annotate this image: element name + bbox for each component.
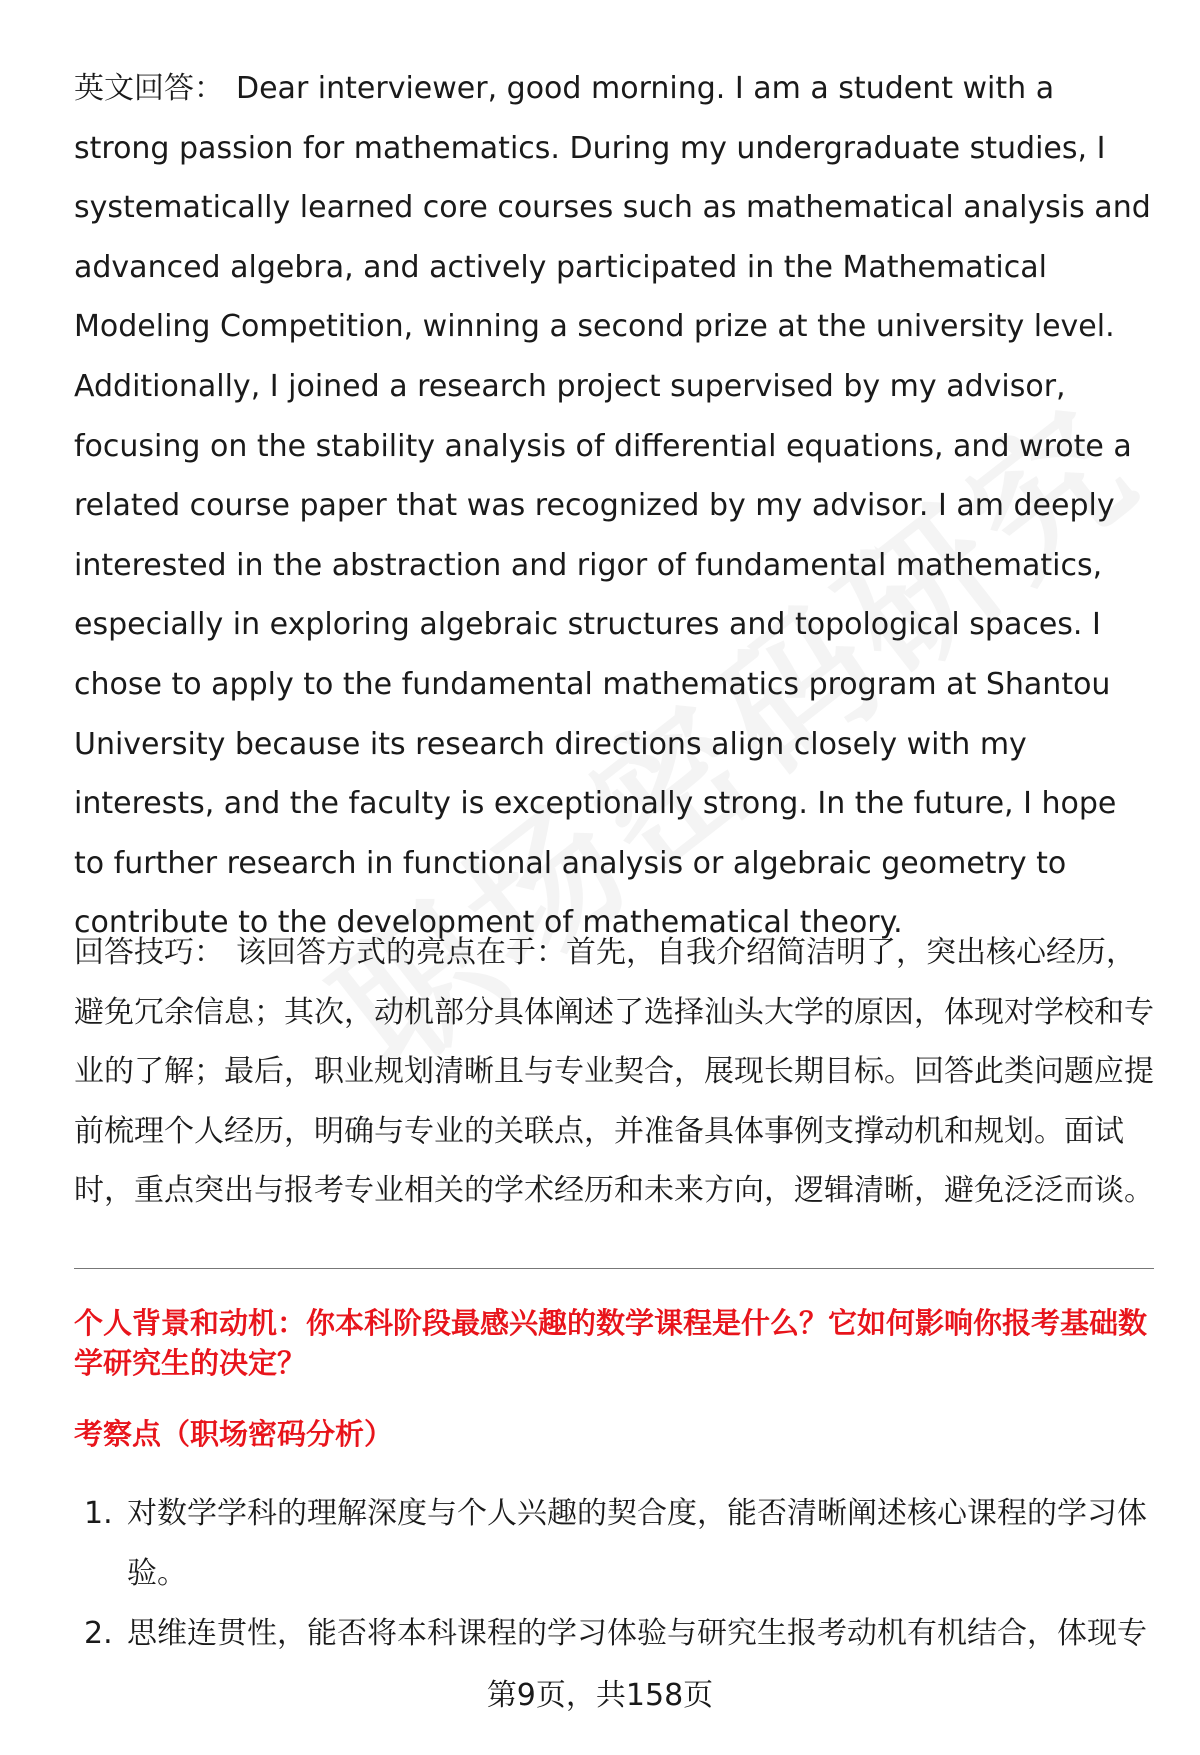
assessment-heading: 考察点（职场密码分析） <box>74 1417 394 1451</box>
list-item <box>74 1604 1154 1664</box>
english-answer-text: Dear interviewer, good morning. I am a student with a strong passion for mathematics. During my undergraduate studies, I systematically learned core courses such as mathematical analysis and advanced algebra, and actively participated in the Mathematical Modeling Competition, winning a second prize at the university level. Additionally, I joined a research project supervised by my advisor, focusing on the stability analysis of differential equations, and wrote a related course paper that was recognized by my advisor. I am deeply interested in the abstraction and rigor of fundamental mathematics, especially in exploring algebraic structures and topological spaces. I chose to apply to the fundamental mathematics program at Shantou University because its research directions align closely with my interests, and the faculty is exceptionally strong. In the future, I hope to further research in functional analysis or algebraic geometry to contribute to the development of mathematical theory. <box>74 71 1151 941</box>
list-item-number: 1. <box>84 1496 113 1531</box>
answer-tips-text: 该回答方式的亮点在于：首先，自我介绍简洁明了，突出核心经历，避免冗余信息；其次，动机部分具体阐述了选择汕头大学的原因，体现对学校和专业的了解；最后，职业规划清晰且与专业契合，展现长期目标。回答此类问题应提前梳理个人经历，明确与专业的关联点，并准备具体事例支撑动机和规划。面试时，重点突出与报考专业相关的学术经历和未来方向，逻辑清晰，避免泛泛而谈。 <box>74 935 1154 1209</box>
english-answer-paragraph <box>74 59 1154 953</box>
list-item <box>74 1484 1154 1604</box>
question-heading: 个人背景和动机：你本科阶段最感兴趣的数学课程是什么？它如何影响你报考基础数学研究生的决定？ <box>74 1306 1148 1380</box>
list-item-text: 对数学学科的理解深度与个人兴趣的契合度，能否清晰阐述核心课程的学习体验。 <box>127 1496 1147 1591</box>
page-number: 第9页，共158页 <box>486 1678 714 1713</box>
answer-tips-label: 回答技巧： <box>74 935 224 970</box>
english-answer-label: 英文回答： <box>74 71 224 106</box>
answer-tips-paragraph <box>74 923 1154 1221</box>
assessment-list <box>74 1484 1154 1664</box>
list-item-text: 思维连贯性，能否将本科课程的学习体验与研究生报考动机有机结合，体现专 <box>127 1616 1147 1651</box>
list-item-number: 2. <box>84 1616 113 1651</box>
section-divider <box>74 1268 1154 1269</box>
